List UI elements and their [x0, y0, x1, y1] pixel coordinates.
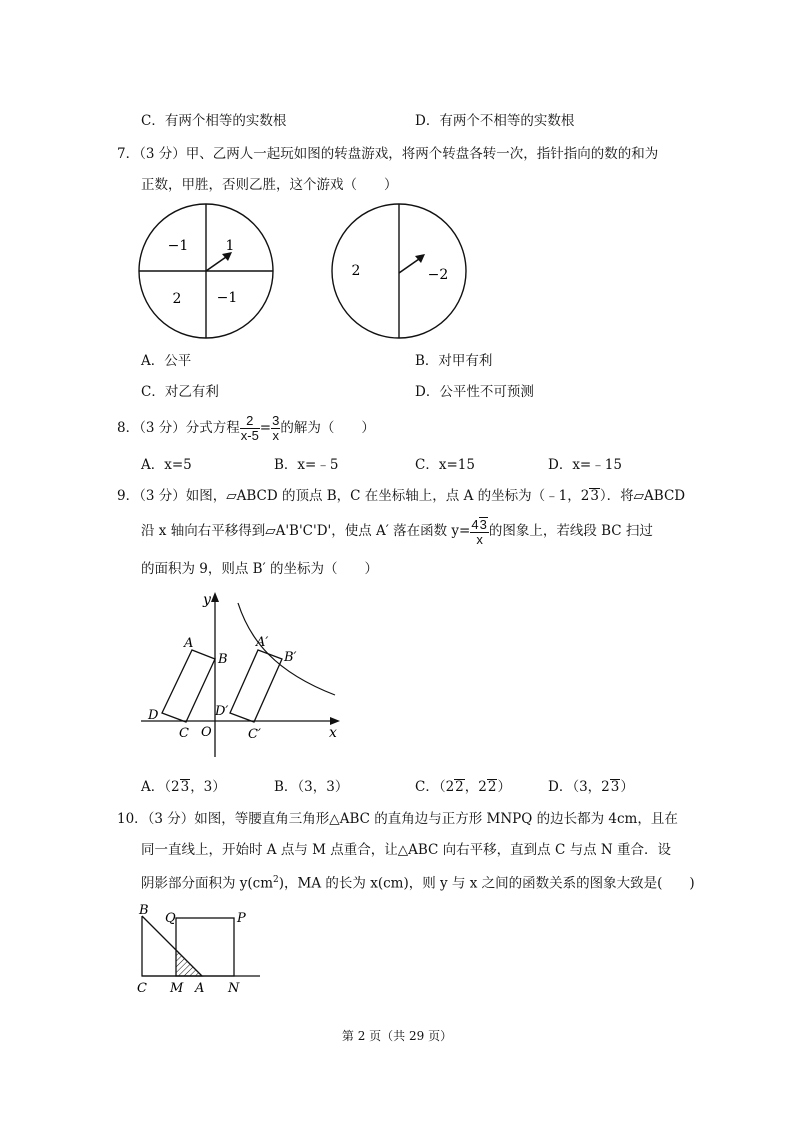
- q9-function-fraction: $\frac{43}{x}$: [471, 516, 487, 547]
- fig9-label-D-prime: D′: [215, 704, 229, 719]
- q7-option-d: D．公平性不可预测: [415, 384, 534, 400]
- q8-fraction-2: $\frac{3}{x}$: [272, 413, 280, 443]
- q9-option-c: C．（22，22）: [415, 779, 511, 795]
- fig9-label-C: C: [179, 726, 189, 741]
- q7-option-b: B．对甲有利: [415, 353, 493, 369]
- q9-stem-line3: 的面积为 9，则点 B′ 的坐标为（ ）: [141, 561, 378, 577]
- fig10-label-Q: Q: [165, 911, 176, 926]
- wheel1-label-bl: 2: [172, 291, 182, 307]
- q8-option-d: D．x=﹣15: [548, 457, 622, 473]
- fig10-label-B: B: [139, 903, 149, 918]
- q8-prefix: 8．（3 分）分式方程: [117, 420, 240, 436]
- fig9-label-D: D: [148, 708, 159, 723]
- fig9-label-A-prime: A′: [256, 635, 269, 650]
- wheel2-label-left: 2: [351, 263, 361, 279]
- fig9-label-x: x: [329, 725, 337, 741]
- fig9-label-C-prime: C′: [248, 727, 261, 742]
- fig9-label-O: O: [201, 725, 212, 740]
- q8-option-c: C．x=15: [415, 457, 475, 473]
- q6-option-d: D．有两个不相等的实数根: [415, 113, 575, 129]
- wheel2-label-right: −2: [427, 267, 449, 283]
- q7-stem-line1: 7．（3 分）甲、乙两人一起玩如图的转盘游戏，将两个转盘各转一次，指针指向的数的和为: [117, 146, 659, 162]
- fig10-label-A: A: [195, 981, 205, 996]
- fig10-label-N: N: [228, 981, 240, 996]
- q7-option-a: A．公平: [141, 353, 192, 369]
- q10-stem-line3: 阴影部分面积为 $y(cm^2)$，MA 的长为 x(cm)，则 y 与 x 之间的函数关系的图象大致是( ): [141, 875, 695, 892]
- page-footer: 第 2 页（共 29 页）: [341, 1029, 453, 1043]
- fig10-label-P: P: [237, 911, 246, 926]
- q9-stem-line1: 9．（3 分）如图，▱ABCD 的顶点 B，C 在坐标轴上，点 A 的坐标为（﹣1，23）．将▱ABCD: [117, 488, 686, 504]
- q8-option-b: B．x=﹣5: [274, 457, 339, 473]
- q10-stem-line2: 同一直线上，开始时 A 点与 M 点重合，让△ABC 向右平移，直到点 C 与点 N 重合．设: [141, 842, 671, 858]
- q9-option-a: A．（23，3）: [141, 779, 226, 795]
- wheel1-label-tr: 1: [225, 238, 235, 254]
- fig9-label-B: B: [218, 652, 228, 667]
- q8-option-a: A．x=5: [141, 457, 192, 473]
- q8-fraction-1: $\frac{2}{x-5}$: [240, 413, 259, 443]
- fig9-label-A: A: [184, 636, 194, 651]
- wheel1-label-tl: −1: [167, 238, 189, 254]
- q8-suffix: 的解为（ ）: [280, 420, 375, 436]
- q7-option-c: C．对乙有利: [141, 384, 219, 400]
- q10-stem-line1: 10．（3 分）如图，等腰直角三角形△ABC 的直角边与正方形 MNPQ 的边长都为 4cm，且在: [117, 811, 678, 827]
- fig9-label-y: y: [203, 592, 211, 608]
- fig9-label-B-prime: B′: [284, 650, 297, 665]
- q6-option-c: C．有两个相等的实数根: [141, 113, 287, 129]
- q9-option-b: B．（3，3）: [274, 779, 349, 795]
- q9-sqrt-1: 3: [590, 488, 599, 504]
- q8-equals: =: [259, 420, 272, 436]
- wheel1-label-br: −1: [216, 290, 238, 306]
- fig10-label-C: C: [137, 981, 147, 996]
- q7-stem-line2: 正数，甲胜，否则乙胜，这个游戏（ ）: [141, 177, 398, 193]
- q9-option-d: D．（3，23）: [548, 779, 634, 795]
- fig10-label-M: M: [170, 981, 184, 996]
- q9-stem-line2: 沿 x 轴向右平移得到▱A'B'C'D'，使点 A′ 落在函数 y= $\frac{43}{x}$ 的图象上，若线段 BC 扫过: [141, 516, 653, 547]
